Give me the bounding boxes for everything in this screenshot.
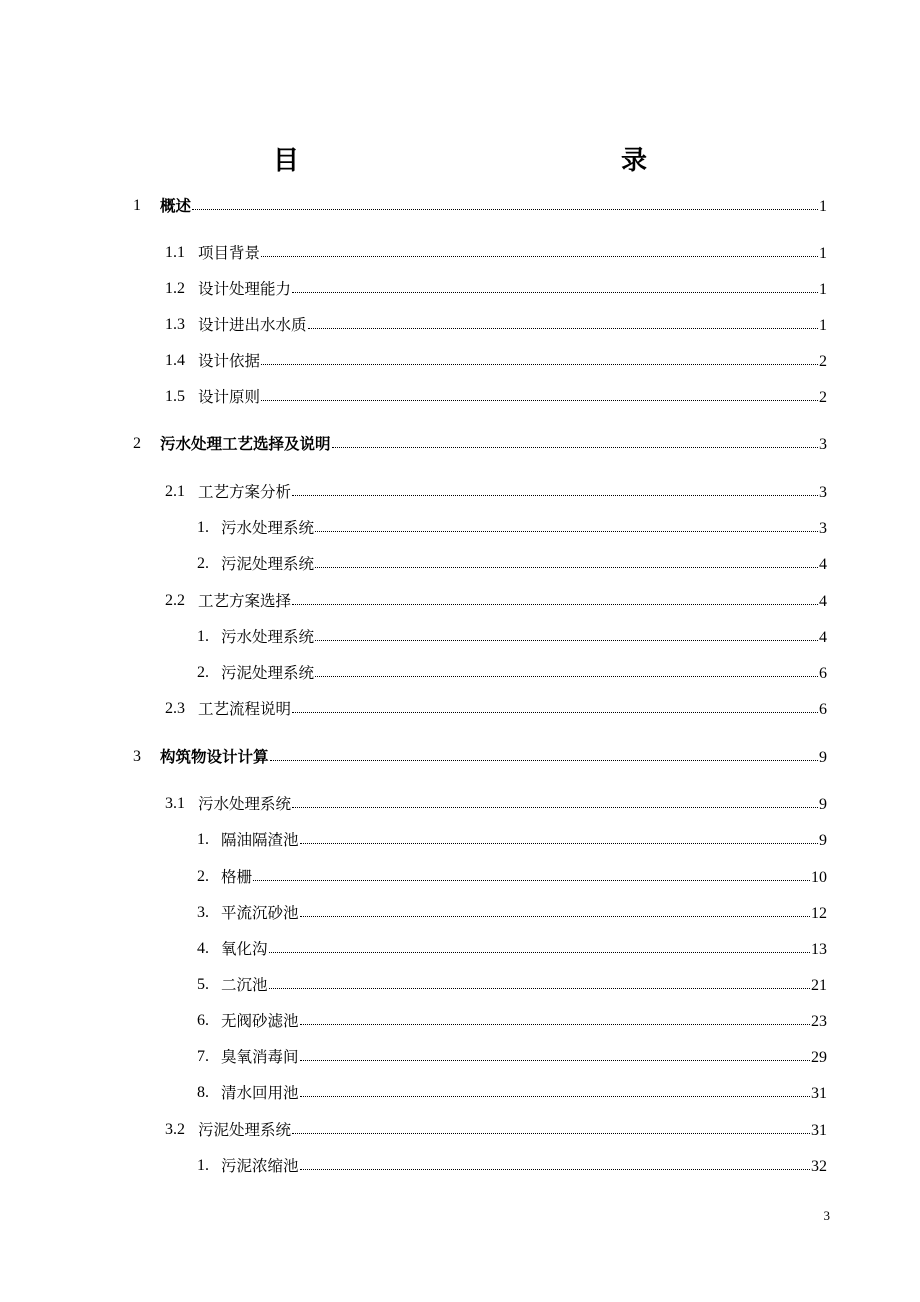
toc-entry-page: 31 <box>811 1122 827 1139</box>
toc-entry-page: 9 <box>819 796 827 813</box>
toc-entry-number: 1. <box>197 831 209 848</box>
toc-entry-label: 二沉池 <box>221 976 268 994</box>
toc-entry[interactable] <box>0 864 920 890</box>
dot-leader <box>269 952 810 953</box>
toc-entry-label: 氧化沟 <box>221 940 268 958</box>
toc-entry[interactable] <box>0 588 920 614</box>
toc-entry[interactable] <box>0 1008 920 1034</box>
toc-entry-number: 1.4 <box>165 352 185 369</box>
toc-entry-page: 13 <box>811 941 827 958</box>
dot-leader <box>300 843 818 844</box>
toc-entry-page: 1 <box>819 245 827 262</box>
toc-entry-number: 1. <box>197 628 209 645</box>
toc-entry-page: 1 <box>819 198 827 215</box>
toc-entry-page: 3 <box>819 436 827 453</box>
dot-leader <box>261 400 818 401</box>
toc-title: 目 录 <box>272 146 737 176</box>
toc-entry-label: 工艺方案选择 <box>198 592 292 610</box>
toc-entry[interactable] <box>0 348 920 374</box>
dot-leader <box>332 447 818 448</box>
toc-entry[interactable] <box>0 479 920 505</box>
toc-entry-number: 2.2 <box>165 592 185 609</box>
dot-leader <box>315 640 818 641</box>
toc-entry-number: 2 <box>133 435 141 452</box>
toc-entry[interactable] <box>0 276 920 302</box>
toc-entry-page: 6 <box>819 701 827 718</box>
toc-entry-page: 21 <box>811 977 827 994</box>
toc-entry-number: 1 <box>133 197 141 214</box>
toc-entry-number: 2. <box>197 555 209 572</box>
toc-entry-page: 29 <box>811 1049 827 1066</box>
toc-entry-label: 污泥处理系统 <box>221 664 315 682</box>
toc-entry-page: 31 <box>811 1085 827 1102</box>
toc-entry[interactable] <box>0 1044 920 1070</box>
toc-entry-page: 1 <box>819 317 827 334</box>
toc-entry[interactable] <box>0 1153 920 1179</box>
toc-entry-label: 污水处理系统 <box>221 519 315 537</box>
toc-entry-number: 8. <box>197 1084 209 1101</box>
toc-entry-page: 9 <box>819 749 827 766</box>
dot-leader <box>270 760 818 761</box>
toc-entry[interactable] <box>0 193 920 219</box>
toc-entry-label: 设计依据 <box>198 352 261 370</box>
toc-entry-label: 工艺流程说明 <box>198 700 292 718</box>
toc-entry-page: 1 <box>819 281 827 298</box>
toc-entry-page: 12 <box>811 905 827 922</box>
toc-entry-number: 4. <box>197 940 209 957</box>
dot-leader <box>292 1133 810 1134</box>
toc-entry-label: 构筑物设计计算 <box>160 748 269 766</box>
toc-entry[interactable] <box>0 551 920 577</box>
dot-leader <box>253 880 810 881</box>
toc-entry-number: 5. <box>197 976 209 993</box>
toc-entry-label: 污水处理工艺选择及说明 <box>160 435 331 453</box>
toc-entry[interactable] <box>0 696 920 722</box>
toc-entry-number: 7. <box>197 1048 209 1065</box>
toc-entry-label: 污水处理系统 <box>198 795 292 813</box>
toc-entry-page: 9 <box>819 832 827 849</box>
dot-leader <box>300 1096 810 1097</box>
toc-entry[interactable] <box>0 791 920 817</box>
toc-entry-label: 清水回用池 <box>221 1084 299 1102</box>
toc-entry[interactable] <box>0 1080 920 1106</box>
toc-entry-number: 2.1 <box>165 483 185 500</box>
toc-entry[interactable] <box>0 972 920 998</box>
toc-entry-number: 3.1 <box>165 795 185 812</box>
dot-leader <box>261 256 818 257</box>
toc-entry-number: 3 <box>133 748 141 765</box>
toc-entry[interactable] <box>0 515 920 541</box>
toc-entry-page: 4 <box>819 629 827 646</box>
toc-entry[interactable] <box>0 936 920 962</box>
toc-entry[interactable] <box>0 827 920 853</box>
dot-leader <box>315 676 818 677</box>
dot-leader <box>292 604 818 605</box>
toc-entry[interactable] <box>0 624 920 650</box>
toc-entry-number: 1. <box>197 519 209 536</box>
toc-entry-number: 1.5 <box>165 388 185 405</box>
page-number: 3 <box>823 1208 830 1223</box>
toc-entry-label: 平流沉砂池 <box>221 904 299 922</box>
toc-entry-page: 6 <box>819 665 827 682</box>
dot-leader <box>300 1060 810 1061</box>
dot-leader <box>261 364 818 365</box>
dot-leader <box>315 531 818 532</box>
toc-entry[interactable] <box>0 384 920 410</box>
dot-leader <box>300 1169 810 1170</box>
dot-leader <box>292 292 818 293</box>
toc-entry-label: 污泥处理系统 <box>221 555 315 573</box>
toc-entry-number: 1.1 <box>165 244 185 261</box>
toc-entry-page: 3 <box>819 484 827 501</box>
toc-entry-label: 污泥浓缩池 <box>221 1157 299 1175</box>
toc-entry[interactable] <box>0 312 920 338</box>
toc-entry[interactable] <box>0 431 920 457</box>
toc-entry-page: 23 <box>811 1013 827 1030</box>
toc-entry-number: 1.2 <box>165 280 185 297</box>
dot-leader <box>315 567 818 568</box>
toc-entry[interactable] <box>0 660 920 686</box>
toc-entry[interactable] <box>0 900 920 926</box>
toc-entry-page: 2 <box>819 353 827 370</box>
dot-leader <box>300 1024 810 1025</box>
toc-entry[interactable] <box>0 240 920 266</box>
toc-entry-number: 3. <box>197 904 209 921</box>
toc-entry-page: 2 <box>819 389 827 406</box>
toc-entry-number: 1. <box>197 1157 209 1174</box>
toc-entry-label: 无阀砂滤池 <box>221 1012 299 1030</box>
toc-entry-page: 4 <box>819 593 827 610</box>
toc-entry-label: 工艺方案分析 <box>198 483 292 501</box>
dot-leader <box>308 328 818 329</box>
toc-entry-label: 格栅 <box>221 868 253 886</box>
toc-entry-label: 设计处理能力 <box>198 280 292 298</box>
toc-entry-label: 污水处理系统 <box>221 628 315 646</box>
toc-entry-number: 2. <box>197 664 209 681</box>
toc-entry-number: 1.3 <box>165 316 185 333</box>
toc-entry-label: 项目背景 <box>198 244 261 262</box>
toc-entry-label: 臭氧消毒间 <box>221 1048 299 1066</box>
dot-leader <box>300 916 810 917</box>
toc-entry-page: 32 <box>811 1158 827 1175</box>
toc-entry[interactable] <box>0 744 920 770</box>
dot-leader <box>292 495 818 496</box>
toc-entry-label: 概述 <box>160 197 192 215</box>
toc-entry-number: 3.2 <box>165 1121 185 1138</box>
dot-leader <box>292 712 818 713</box>
toc-entry-label: 设计原则 <box>198 388 261 406</box>
toc-entry-label: 隔油隔渣池 <box>221 831 299 849</box>
toc-entry-number: 2.3 <box>165 700 185 717</box>
toc-entry-label: 污泥处理系统 <box>198 1121 292 1139</box>
toc-entry[interactable] <box>0 1117 920 1143</box>
dot-leader <box>292 807 818 808</box>
toc-entry-number: 2. <box>197 868 209 885</box>
toc-entry-number: 6. <box>197 1012 209 1029</box>
toc-entry-page: 4 <box>819 556 827 573</box>
toc-entry-page: 3 <box>819 520 827 537</box>
dot-leader <box>192 209 818 210</box>
dot-leader <box>269 988 810 989</box>
toc-entry-label: 设计进出水水质 <box>198 316 307 334</box>
toc-entry-page: 10 <box>811 869 827 886</box>
